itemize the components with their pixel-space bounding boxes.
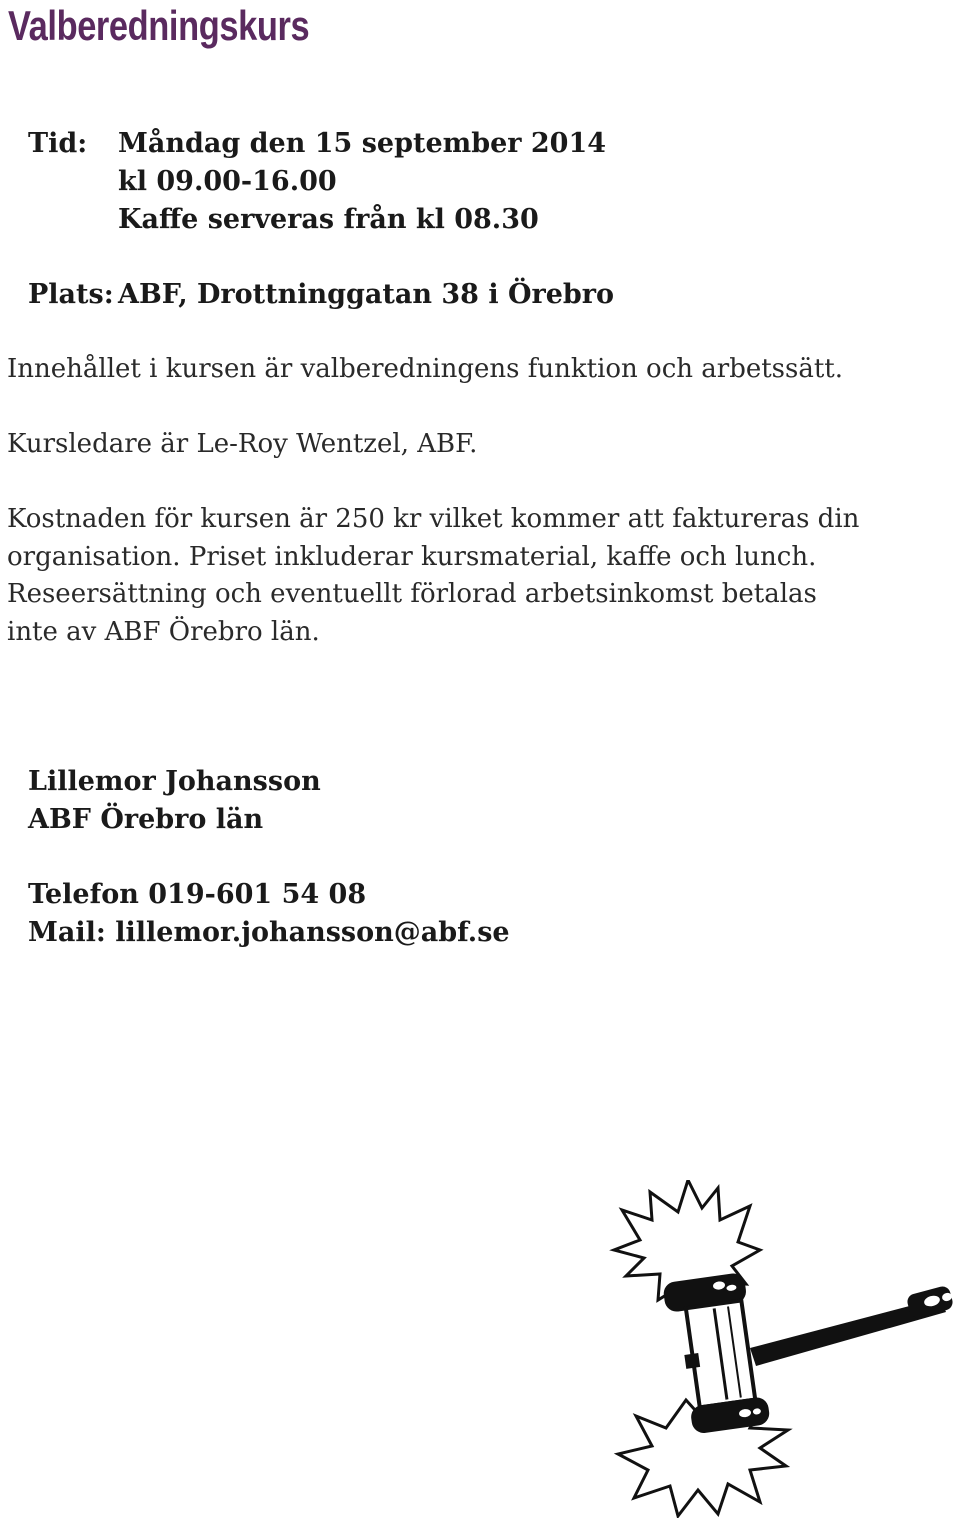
contact-phone: Telefon 019-601 54 08 [28, 879, 367, 910]
contact-org: ABF Örebro län [28, 804, 264, 835]
time-date: Måndag den 15 september 2014 [118, 128, 607, 159]
time-label: Tid: [28, 128, 88, 159]
time-coffee: Kaffe serveras från kl 08.30 [118, 204, 539, 235]
place-label: Plats: [28, 279, 114, 310]
contact-mail-text: Mail: lillemor.johansson@abf.se [28, 917, 510, 948]
content-paragraph: Innehållet i kursen är valberedningens funktion och arbetssätt. [7, 354, 844, 384]
contact-name: Lillemor Johansson [28, 766, 321, 797]
gavel-icon [600, 1180, 960, 1518]
place-value: ABF, Drottninggatan 38 i Örebro [118, 279, 615, 310]
contact-mail[interactable] [28, 914, 510, 952]
time-hours: kl 09.00-16.00 [118, 166, 337, 197]
cost-paragraph: Kostnaden för kursen är 250 kr vilket kommer att faktureras din organisation. Priset inkluderar kursmaterial, kaffe och lunch. Reseersättning och eventuellt förlorad arbetsinkomst betalas inte av ABF Örebro län. [7, 504, 860, 647]
instructor-paragraph: Kursledare är Le-Roy Wentzel, ABF. [7, 429, 478, 459]
page-title: Valberedningskurs [8, 2, 310, 49]
